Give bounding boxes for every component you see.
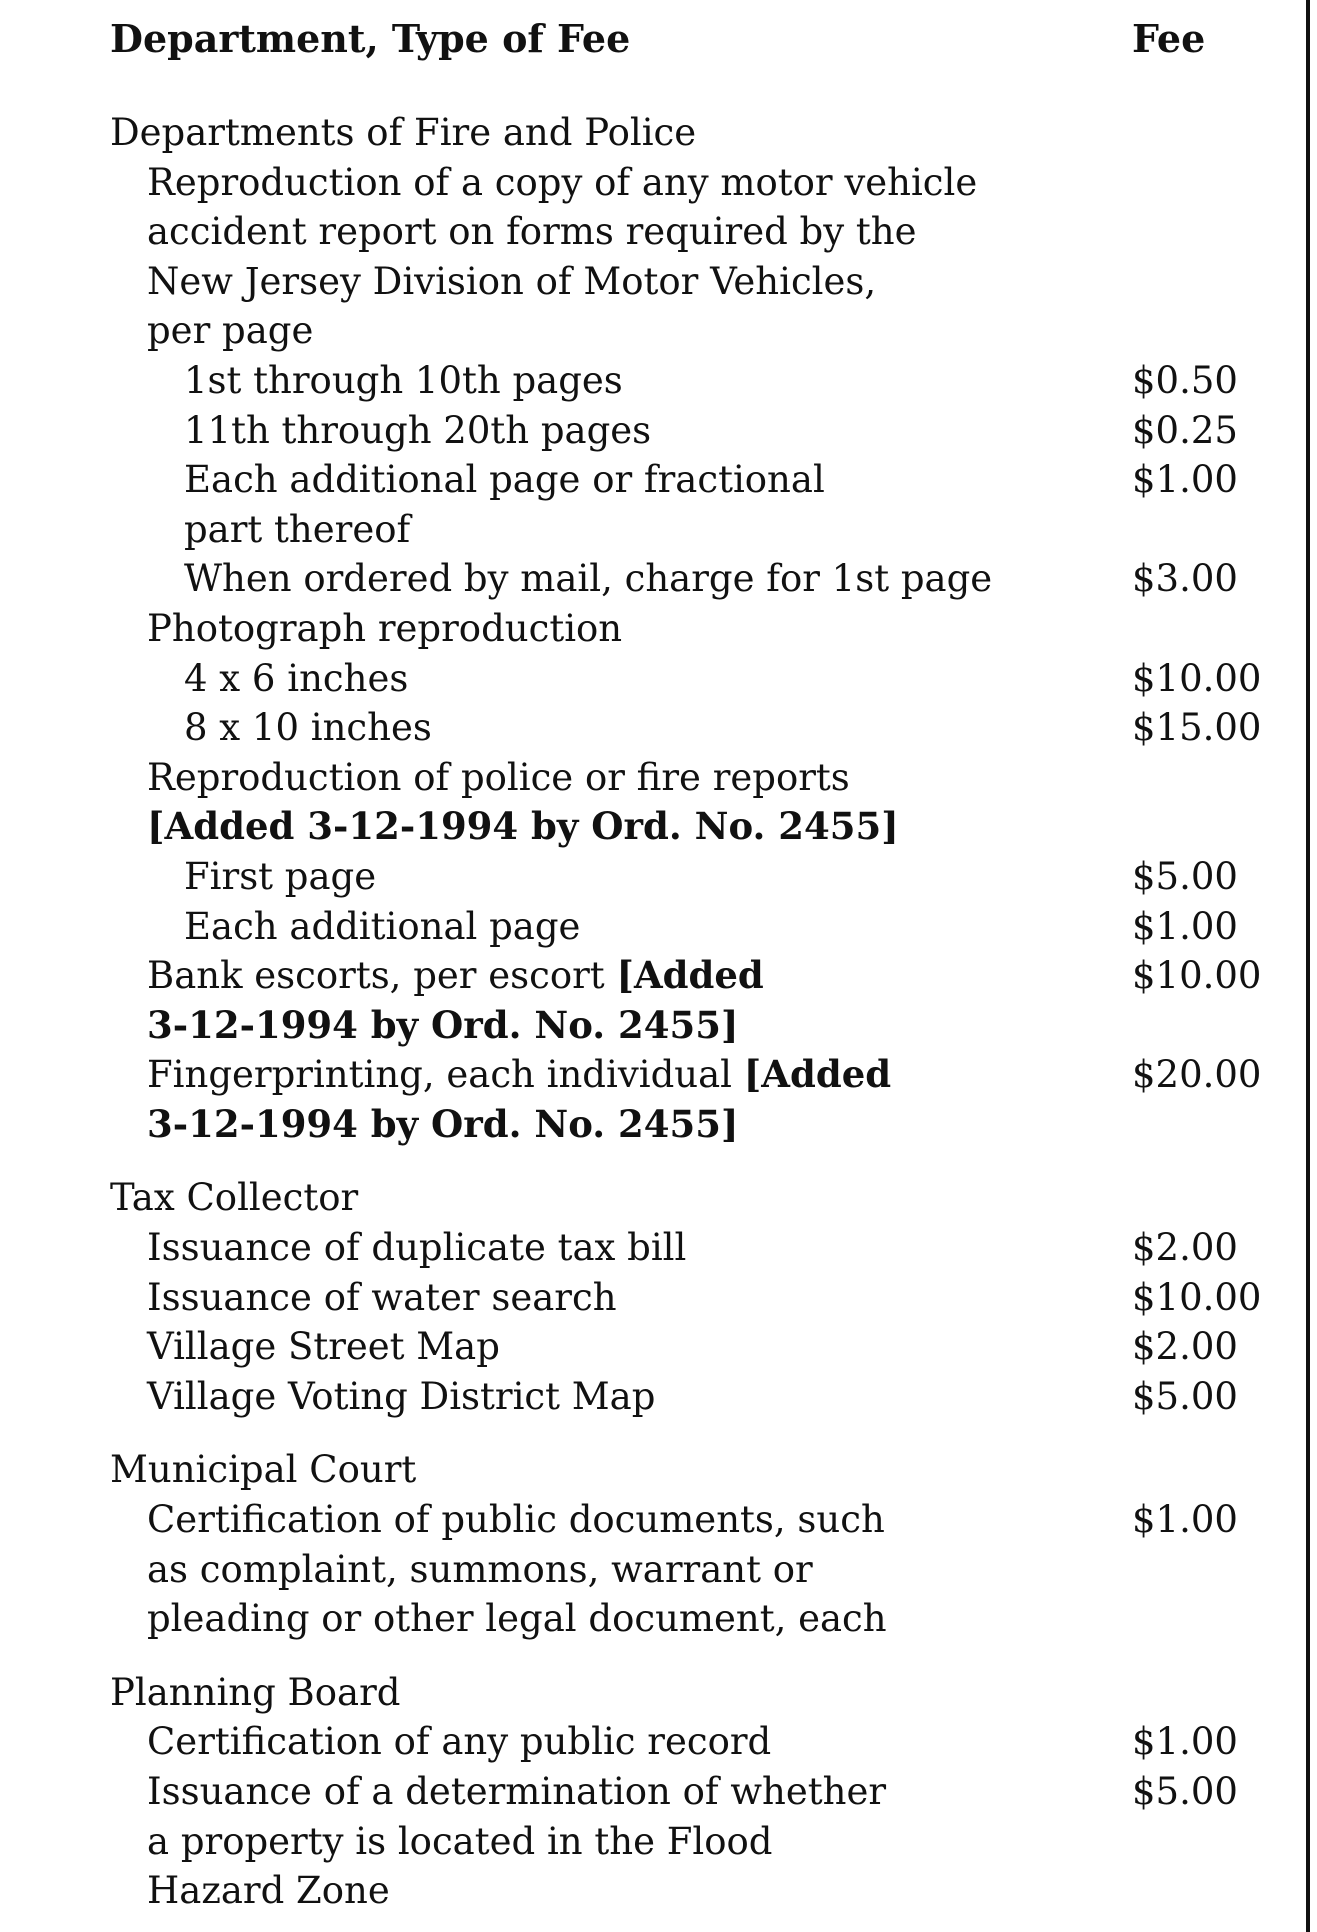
header-fee: Fee — [1132, 16, 1206, 61]
item-label: per page — [147, 309, 314, 353]
header-department-type: Department, Type of Fee — [110, 16, 631, 61]
table-row — [0, 455, 1300, 505]
table-row — [0, 852, 1300, 902]
table-row — [0, 604, 1300, 654]
item-label: 8 x 10 inches — [184, 706, 432, 750]
section-title: Municipal Court — [110, 1448, 417, 1492]
table-row — [0, 306, 1300, 356]
table-row — [0, 1100, 1300, 1150]
item-fee: $0.50 — [1132, 358, 1238, 402]
amendment-note: [Added — [743, 1052, 892, 1097]
section-title-municipal-court — [0, 1445, 1300, 1495]
table-row — [0, 554, 1300, 604]
table-row — [0, 406, 1300, 456]
item-fee: $0.25 — [1132, 408, 1238, 452]
item-label: Certification of public documents, such — [147, 1498, 885, 1542]
table-row — [0, 257, 1300, 307]
amendment-note: 3-12-1994 by Ord. No. 2455] — [147, 1101, 739, 1146]
item-label: Certification of any public record — [147, 1720, 772, 1764]
item-label: First page — [184, 854, 377, 898]
section-gap — [0, 1421, 1300, 1445]
section-title-planning-board — [0, 1668, 1300, 1718]
table-row — [0, 1372, 1300, 1422]
table-row — [0, 1322, 1300, 1372]
item-fee: $15.00 — [1132, 706, 1262, 750]
item-fee: $1.00 — [1132, 458, 1238, 502]
item-label: 11th through 20th pages — [184, 408, 652, 452]
item-label: part thereof — [184, 507, 411, 551]
amendment-note: [Added — [616, 953, 764, 998]
item-label: pleading or other legal document, each — [147, 1597, 887, 1641]
page-right-border — [1306, 0, 1310, 1932]
item-fee: $20.00 — [1132, 1053, 1262, 1097]
table-row — [0, 1817, 1300, 1867]
item-label: Each additional page — [184, 904, 581, 948]
item-label: Hazard Zone — [147, 1869, 390, 1913]
item-label: as complaint, summons, warrant or — [147, 1547, 813, 1591]
section-title: Tax Collector — [110, 1176, 359, 1220]
item-label-with-note — [147, 951, 764, 1001]
item-fee: $3.00 — [1132, 557, 1238, 601]
amendment-note: 3-12-1994 by Ord. No. 2455] — [147, 1002, 739, 1047]
table-row — [0, 505, 1300, 555]
section-title: Planning Board — [110, 1670, 401, 1714]
item-fee: $1.00 — [1132, 1720, 1238, 1764]
item-fee: $1.00 — [1132, 1498, 1238, 1542]
section-title: Departments of Fire and Police — [110, 111, 697, 154]
item-fee: $2.00 — [1132, 1325, 1238, 1369]
amendment-note: [Added 3-12-1994 by Ord. No. 2455] — [147, 804, 899, 849]
table-header — [0, 16, 1300, 66]
section-title-fire-police — [0, 108, 1300, 158]
table-row — [0, 753, 1300, 803]
item-fee: $10.00 — [1132, 1275, 1262, 1319]
section-gap — [0, 1644, 1300, 1668]
item-label: Photograph reproduction — [147, 606, 623, 650]
table-row — [0, 1050, 1300, 1100]
table-row — [0, 951, 1300, 1001]
table-row — [0, 1223, 1300, 1273]
table-row — [0, 802, 1300, 852]
item-label: 1st through 10th pages — [184, 358, 623, 402]
table-row — [0, 1594, 1300, 1644]
table-row — [0, 1495, 1300, 1545]
item-label: Village Street Map — [147, 1325, 500, 1369]
item-fee: $5.00 — [1132, 854, 1238, 898]
item-label: Each additional page or fractional — [184, 458, 825, 502]
item-label: Fingerprinting, each individual — [147, 1053, 744, 1097]
item-label: Issuance of water search — [147, 1275, 617, 1319]
table-row — [0, 1545, 1300, 1595]
item-fee: $5.00 — [1132, 1374, 1238, 1418]
item-label: 4 x 6 inches — [184, 656, 409, 700]
fee-table-body — [0, 108, 1300, 1916]
section-title-tax-collector — [0, 1173, 1300, 1223]
table-row — [0, 356, 1300, 406]
item-label: Reproduction of police or fire reports — [147, 755, 850, 799]
item-fee: $2.00 — [1132, 1226, 1238, 1270]
table-row — [0, 902, 1300, 952]
table-row — [0, 1001, 1300, 1051]
item-label: When ordered by mail, charge for 1st page — [184, 557, 993, 601]
item-fee: $10.00 — [1132, 954, 1262, 998]
section-gap — [0, 1149, 1300, 1173]
item-label: accident report on forms required by the — [147, 210, 917, 254]
table-row — [0, 158, 1300, 208]
table-row — [0, 207, 1300, 257]
item-fee: $1.00 — [1132, 904, 1238, 948]
item-fee: $5.00 — [1132, 1770, 1238, 1813]
item-label: Village Voting District Map — [147, 1374, 656, 1418]
table-row — [0, 1767, 1300, 1817]
item-label: Issuance of a determination of whether — [147, 1770, 887, 1813]
table-row — [0, 1717, 1300, 1767]
item-label: Reproduction of a copy of any motor vehicle — [147, 160, 978, 204]
table-row — [0, 654, 1300, 704]
item-label: Issuance of duplicate tax bill — [147, 1226, 687, 1270]
item-fee: $10.00 — [1132, 656, 1262, 700]
item-label-with-note — [147, 1050, 891, 1100]
item-label: a property is located in the Flood — [147, 1819, 773, 1863]
table-row — [0, 1273, 1300, 1323]
item-label: New Jersey Division of Motor Vehicles, — [147, 259, 877, 303]
table-row — [0, 1866, 1300, 1916]
item-label: Bank escorts, per escort — [147, 954, 617, 998]
table-row — [0, 703, 1300, 753]
